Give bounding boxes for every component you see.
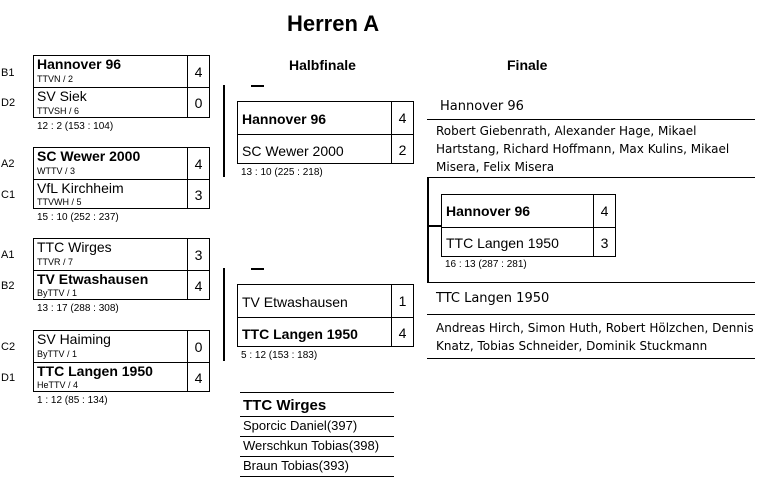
semifinal-heading: Halbfinale: [289, 57, 356, 73]
seed-label: B2: [1, 280, 15, 292]
team-association: TTVSH / 6: [37, 106, 80, 116]
bracket-connector: [223, 85, 225, 177]
team-name: TTC Langen 1950: [37, 363, 153, 379]
team-score: 3: [187, 239, 209, 270]
team-name: TTC Wirges: [37, 239, 112, 255]
team-row: [238, 285, 413, 317]
team-score: 2: [391, 135, 413, 164]
divider: [427, 282, 755, 283]
team-association: WTTV / 3: [37, 166, 75, 176]
bracket-connector: [251, 268, 264, 270]
team-score: 3: [593, 228, 615, 257]
match-result: 5 : 12 (153 : 183): [241, 350, 318, 361]
final-match-box: [441, 194, 616, 257]
seed-label: D1: [1, 372, 16, 384]
seed-label: A2: [1, 158, 15, 170]
team-name: TTC Langen 1950: [446, 235, 559, 251]
team-name: SC Wewer 2000: [37, 148, 141, 164]
team-score: 0: [187, 331, 209, 362]
team-row: [238, 102, 413, 134]
divider: [427, 358, 755, 359]
match-box: [33, 330, 210, 392]
match-box: [33, 55, 210, 118]
team-name: Hannover 96: [37, 56, 122, 72]
seed-label: A1: [1, 249, 15, 261]
semifinal-2-box: [237, 284, 414, 347]
match-result: 15 : 10 (252 : 237): [37, 212, 119, 223]
bracket-connector: [427, 178, 429, 282]
team-association: TTVWH / 5: [37, 197, 82, 207]
team-row: [34, 56, 209, 87]
team-score: 4: [187, 271, 209, 300]
match-box: [33, 147, 210, 209]
finalist-2-players: Andreas Hirch, Simon Huth, Robert Hölzchen, Dennis Knatz, Tobias Schneider, Dominik Stuckmann: [436, 321, 754, 353]
team-association: TTVN / 2: [37, 74, 74, 84]
team-row: [34, 87, 209, 118]
team-association: ByTTV / 1: [37, 288, 78, 298]
divider: [427, 119, 755, 120]
team-association: TTVR / 7: [37, 257, 74, 267]
seed-label: D2: [1, 97, 16, 109]
roster-team-name: TTC Wirges: [240, 392, 394, 416]
team-row: [238, 317, 413, 347]
team-name: VfL Kirchheim: [37, 180, 124, 196]
team-row: [34, 362, 209, 392]
finalist-1-players: Robert Giebenrath, Alexander Hage, Mikael Hartstang, Richard Hoffmann, Max Kulins, Mikael Misera, Felix Misera: [436, 124, 730, 174]
team-name: TV Etwashausen: [242, 294, 348, 310]
divider: [427, 177, 755, 178]
team-row: [34, 331, 209, 362]
match-result: 13 : 17 (288 : 308): [37, 303, 119, 314]
roster-player: Werschkun Tobias(398): [240, 436, 394, 456]
roster-player: Braun Tobias(393): [240, 456, 394, 477]
finalist-1-name: Hannover 96: [440, 99, 524, 114]
team-row: [34, 148, 209, 179]
bracket-connector: [251, 85, 264, 87]
team-row: [442, 195, 615, 227]
team-score: 3: [187, 180, 209, 209]
bracket-connector: [223, 268, 225, 361]
match-box: [33, 238, 210, 300]
semifinal-1-box: [237, 101, 414, 164]
team-score: 1: [391, 285, 413, 317]
match-result: 13 : 10 (225 : 218): [241, 167, 323, 178]
team-name: TTC Langen 1950: [242, 326, 358, 342]
team-score: 4: [187, 148, 209, 179]
final-heading: Finale: [507, 57, 548, 73]
seed-label: B1: [1, 67, 15, 79]
team-row: [34, 239, 209, 270]
bracket-connector: [427, 225, 441, 227]
roster-player: Sporcic Daniel(397): [240, 416, 394, 436]
team-association: HeTTV / 4: [37, 380, 79, 390]
finalist-2-name: TTC Langen 1950: [436, 291, 550, 306]
team-name: Hannover 96: [446, 203, 531, 219]
team-score: 0: [187, 88, 209, 118]
match-result: 12 : 2 (153 : 104): [37, 121, 114, 132]
team-score: 4: [391, 102, 413, 134]
team-name: TV Etwashausen: [37, 271, 149, 287]
team-name: SC Wewer 2000: [242, 143, 344, 159]
team-score: 4: [391, 318, 413, 347]
team-association: ByTTV / 1: [37, 349, 78, 359]
team-roster: [240, 392, 394, 477]
team-row: [34, 179, 209, 209]
team-name: SV Haiming: [37, 331, 111, 347]
match-result: 1 : 12 (85 : 134): [37, 395, 108, 406]
divider: [427, 314, 755, 315]
seed-label: C2: [1, 341, 16, 353]
team-score: 4: [187, 56, 209, 87]
match-result: 16 : 13 (287 : 281): [445, 259, 527, 270]
team-name: Hannover 96: [242, 111, 327, 127]
team-score: 4: [187, 363, 209, 392]
team-name: SV Siek: [37, 88, 87, 104]
team-score: 4: [593, 195, 615, 227]
bracket-title: Herren A: [287, 11, 380, 36]
seed-label: C1: [1, 189, 16, 201]
team-row: [442, 227, 615, 257]
team-row: [34, 270, 209, 300]
team-row: [238, 134, 413, 164]
